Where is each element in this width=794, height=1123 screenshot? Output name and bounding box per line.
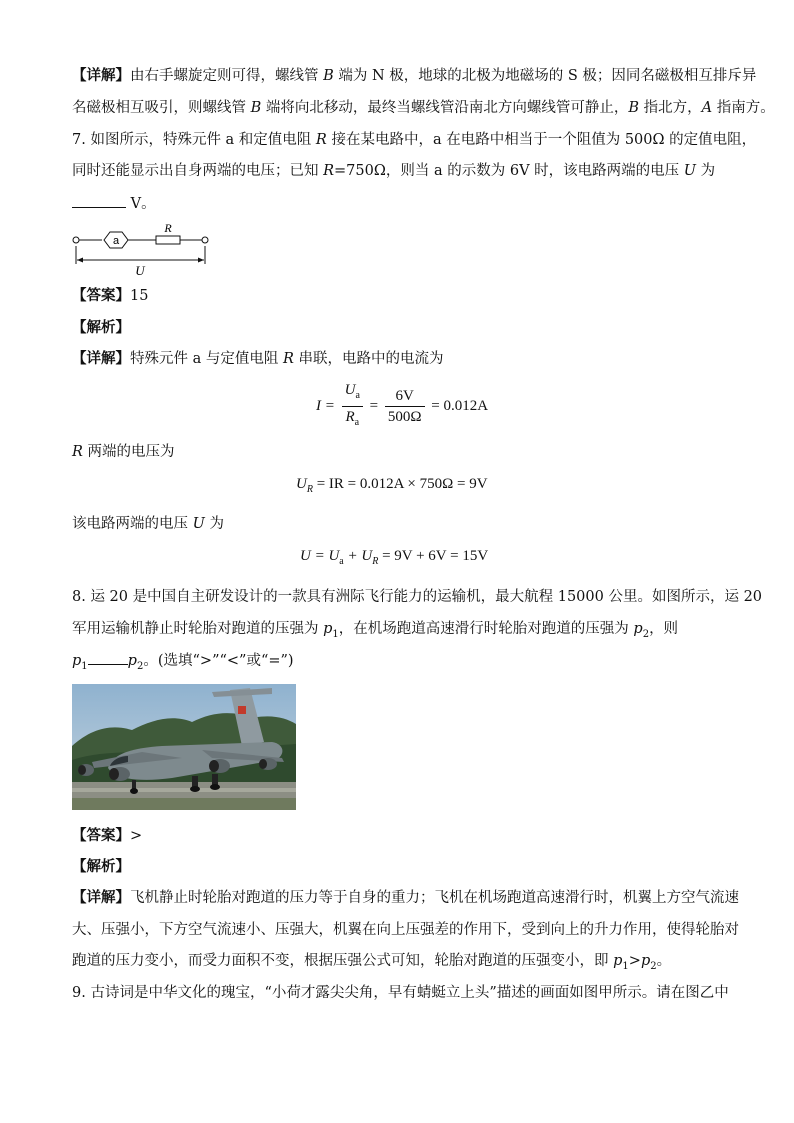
q7-stem-line-2: 同时还能显示出自身两端的电压；已知 R=750Ω，则当 a 的示数为 6V 时，该电路两端的电压 U 为 [72, 163, 716, 179]
q7-resistor-voltage-text: R 两端的电压为 [72, 444, 175, 460]
q8-stem-line-1: 8. 运 20 是中国自主研发设计的一款具有洲际飞行能力的运输机，最大航程 15000 公里。如图所示，运 20 [72, 589, 763, 605]
q8-detail-line-3: 跑道的压力变小，而受力面积不变，根据压强公式可知，轮胎对跑道的压强变小，即 $p_1>p_2$。 [72, 953, 672, 972]
terminal-right [202, 237, 208, 243]
q8-stem-line-3: $p_1$ $p_2$。(选填“>”“<”或“=”) [72, 650, 732, 677]
answer-blank [72, 193, 126, 208]
fraction-ua-ra: $\frac{U_a}{R_a}$ [342, 380, 363, 433]
q8-answer: 【答案】> [72, 827, 143, 844]
q8-detail-line-2: 大、压强小，下方空气流速小、压强大，机翼在向上压强差的作用下，受到向上的升力作用，使得轮胎对 [72, 922, 739, 938]
resistor-r [156, 236, 180, 244]
q7-detail: 【详解】特殊元件 a 与定值电阻 R 串联，电路中的电流为 [72, 350, 444, 367]
equation-resistor-voltage: $U_R$ = IR = 0.012A × 750Ω = 9V [296, 476, 488, 495]
q7-total-voltage-text: 该电路两端的电压 U 为 [72, 516, 224, 532]
fraction-values: $\frac{6V}{500\Omega}$ [385, 386, 425, 427]
terminal-left [73, 237, 79, 243]
q7-stem-line-1: 7. 如图所示，特殊元件 a 和定值电阻 R 接在某电路中，a 在电路中相当于一个阻值为 500Ω 的定值电阻， [72, 132, 757, 148]
answer-blank [88, 650, 128, 665]
q8-stem-line-2: 军用运输机静止时轮胎对跑道的压强为 $p_1$，在机场跑道高速滑行时轮胎对跑道的压强为 $p_2$，则 [72, 621, 679, 640]
circuit-diagram [70, 222, 215, 278]
q7-analysis-tag: 【解析】 [72, 319, 130, 336]
element-a-label: a [112, 235, 120, 247]
q8-analysis-tag: 【解析】 [72, 858, 130, 875]
prev-detail-line-2: 名磁极相互吸引，则螺线管 B 端将向北移动，最终当螺线管沿南北方向螺线管可静止，B 指北方，A 指南方。 [72, 100, 775, 116]
equation-total-voltage: $U = U_a + U_R = 9V + 6V = 15V$ [300, 548, 489, 567]
q9-stem-line-1: 9. 古诗词是中华文化的瑰宝，“小荷才露尖尖角，早有蜻蜓立上头”描述的画面如图甲所示。请在图乙中 [72, 985, 729, 1001]
q7-answer: 【答案】15 [72, 287, 149, 304]
equation-current: I = $\frac{U_a}{R_a}$ = $\frac{6V}{500\Omega}$ = 0.012A [316, 380, 488, 433]
prev-detail-line-1: 【详解】由右手螺旋定则可得，螺线管 B 端为 N 极，地球的北极为地磁场的 S 极；因同名磁极相互排斥异 [72, 67, 757, 84]
resistor-label: R [164, 222, 172, 235]
q8-detail-line-1: 【详解】飞机静止时轮胎对跑道的压力等于自身的重力；飞机在机场跑道高速滑行时，机翼上方空气流速 [72, 889, 739, 906]
voltage-label: U [135, 263, 145, 278]
q7-stem-line-3: V。 [72, 193, 732, 214]
y20-aircraft-photo [72, 684, 296, 810]
